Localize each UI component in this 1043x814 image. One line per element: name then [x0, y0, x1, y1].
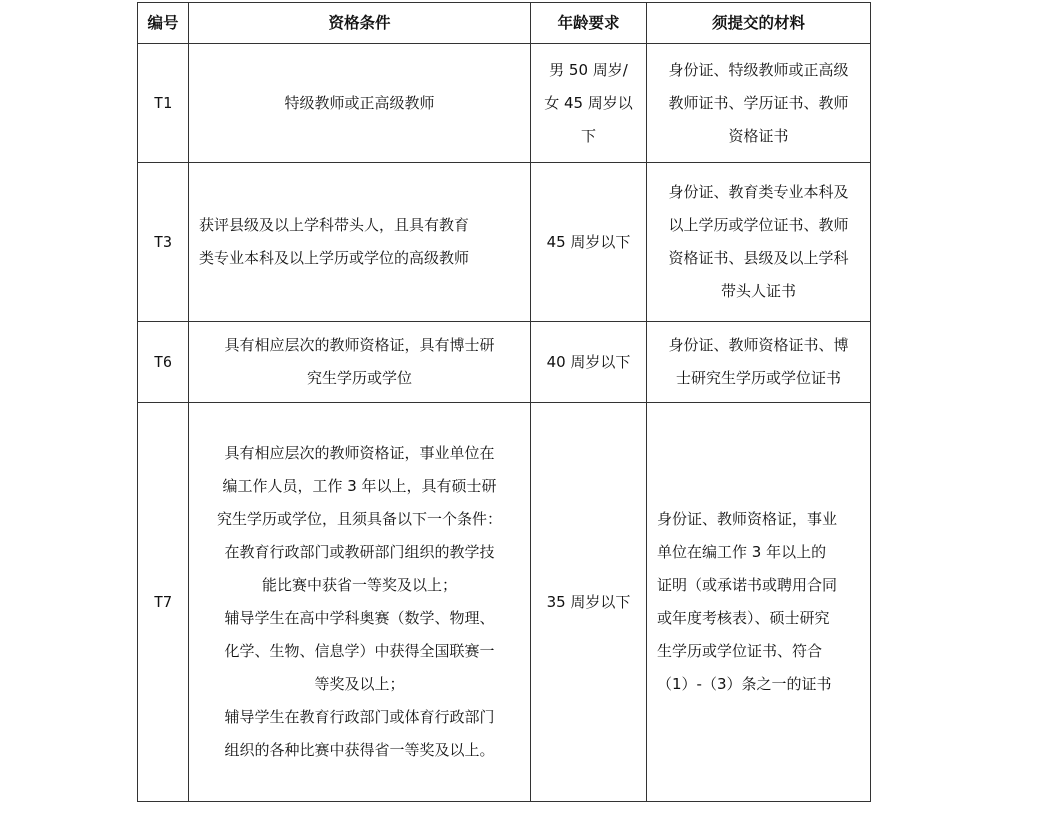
row-age	[531, 44, 647, 163]
row-materials	[647, 403, 871, 802]
row-id: T6	[138, 322, 189, 403]
row-condition	[189, 163, 531, 322]
header-materials: 须提交的材料	[647, 3, 871, 44]
row-materials	[647, 322, 871, 403]
condition-text: 具有相应层次的教师资格证，具有博士研 究生学历或学位	[224, 336, 495, 387]
row-id: T3	[138, 163, 189, 322]
age-text: 45 周岁以下	[546, 232, 631, 251]
row-condition	[189, 403, 531, 802]
table-row	[138, 403, 871, 802]
age-text: 35 周岁以下	[546, 592, 631, 611]
materials-text: 身份证、教育类专业本科及 以上学历或学位证书、教师 资格证书、县级及以上学科 带头人证书	[668, 183, 849, 300]
header-condition: 资格条件	[189, 3, 531, 44]
table-row	[138, 163, 871, 322]
header-age: 年龄要求	[531, 3, 647, 44]
materials-text: 身份证、教师资格证，事业 单位在编工作 3 年以上的 证明（或承诺书或聘用合同 或年度考核表）、硕士研究 生学历或学位证书、符合 （1）-（3）条之一的证书	[657, 510, 838, 693]
row-condition	[189, 44, 531, 163]
table-row	[138, 44, 871, 163]
row-materials	[647, 163, 871, 322]
row-id: T1	[138, 44, 189, 163]
table-row	[138, 322, 871, 403]
row-age	[531, 322, 647, 403]
materials-text: 身份证、教师资格证书、博 士研究生学历或学位证书	[668, 336, 849, 387]
condition-text: 获评县级及以上学科带头人，且具有教育 类专业本科及以上学历或学位的高级教师	[199, 216, 470, 267]
table-header-row	[138, 3, 871, 44]
materials-text: 身份证、特级教师或正高级 教师证书、学历证书、教师 资格证书	[668, 60, 849, 145]
row-age	[531, 403, 647, 802]
row-condition	[189, 322, 531, 403]
age-text: 男 50 周岁/ 女 45 周岁以 下	[544, 60, 633, 145]
row-age	[531, 163, 647, 322]
header-id: 编号	[138, 3, 189, 44]
row-id: T7	[138, 403, 189, 802]
condition-text: 特级教师或正高级教师	[284, 93, 435, 112]
qualification-table	[137, 2, 871, 802]
row-materials	[647, 44, 871, 163]
condition-text: 具有相应层次的教师资格证，事业单位在 编工作人员，工作 3 年以上，具有硕士研 究生学历或学位，且须具备以下一个条件： 在教育行政部门或教研部门组织的教学技 能比赛中获省一等奖及以上； 辅导学生在高中学科奥赛（数学、物理、 化学、生物、信息学）中获得全国联赛一 等奖及以上； 辅导学生在教育行政部门或体育行政部门 组织的各种比赛中获得省一等奖及以上。	[216, 444, 502, 759]
age-text: 40 周岁以下	[546, 352, 631, 371]
